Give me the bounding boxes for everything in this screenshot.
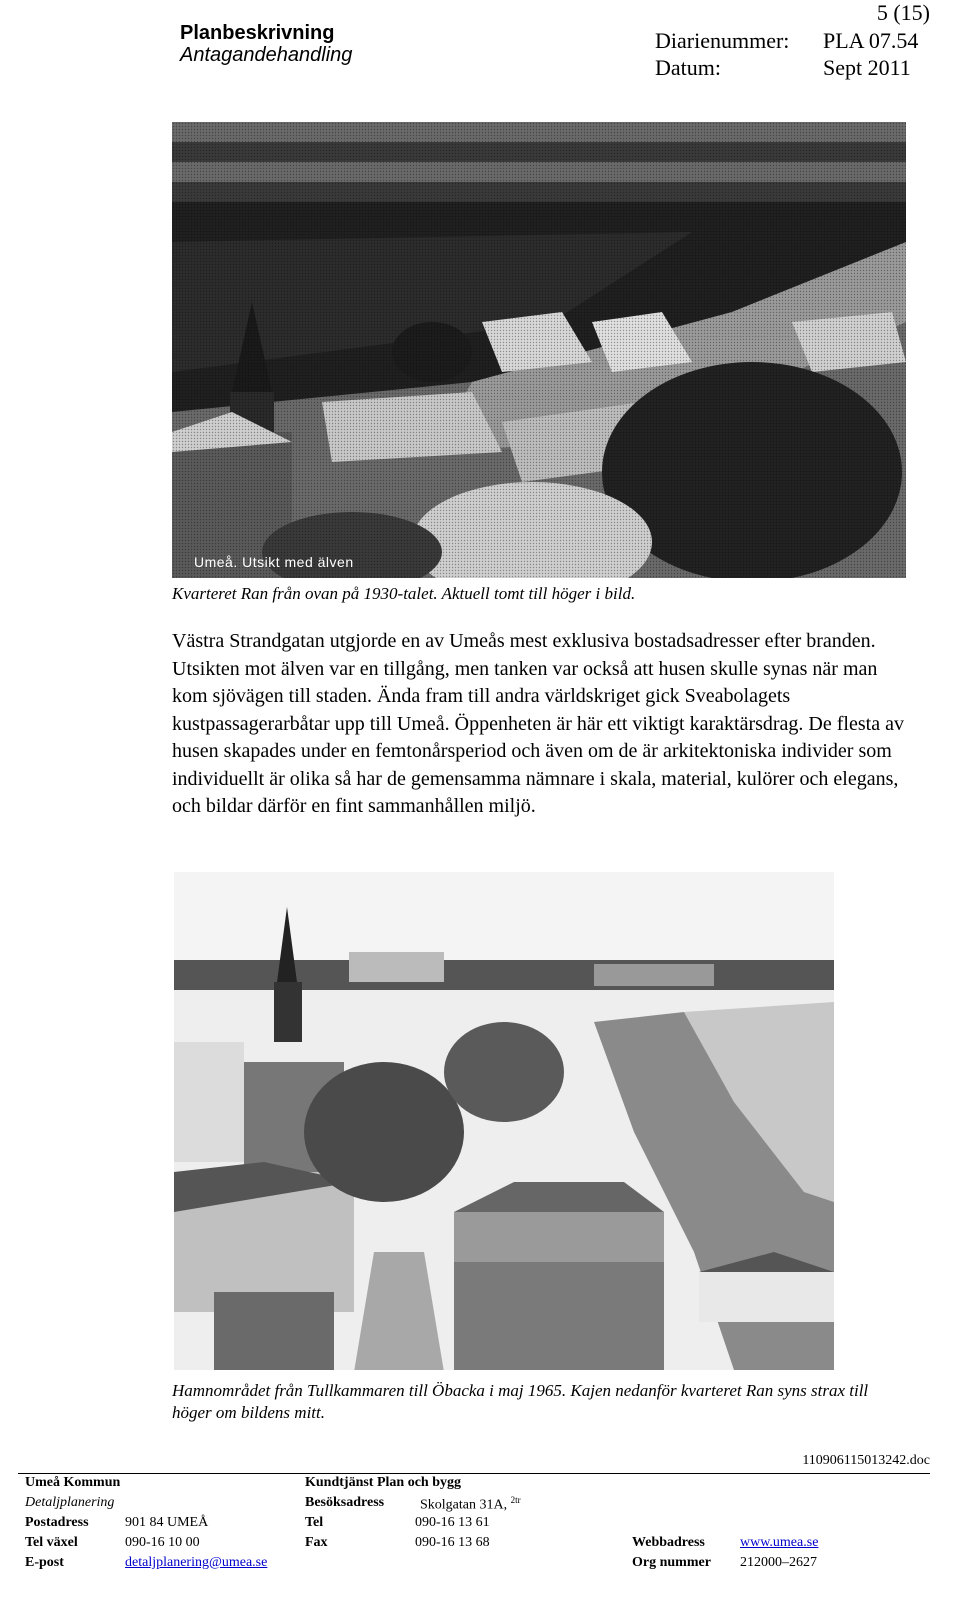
besok-label: Besöksadress [305,1495,385,1510]
harbour-photo-1965 [174,872,834,1370]
postadress-value: 901 84 UMEÅ [125,1515,209,1530]
footer-divider [18,1473,930,1474]
datum-label: Datum: [655,55,721,80]
datum-value: Sept 2011 [823,55,911,80]
photo-caption-2: Hamnområdet från Tullkammaren till Öbacka i maj 1965. Kajen nedanför kvarteret Ran syns strax till höger om bildens mitt. [172,1381,869,1422]
telvaxel-value: 090-16 10 00 [125,1535,200,1550]
besok-value: Skolgatan 31A, [420,1497,508,1513]
besok-floor: 2tr [510,1495,521,1505]
fax-label: Fax [305,1535,328,1550]
epost-link[interactable]: detaljplanering@umea.se [125,1555,268,1570]
footer-org: Umeå Kommun [25,1475,121,1490]
page-number: 5 (15) [876,0,930,25]
webb-link[interactable]: www.umea.se [740,1535,819,1550]
tel-value: 090-16 13 61 [415,1515,490,1530]
photo-caption-1: Kvarteret Ran från ovan på 1930-talet. Aktuell tomt till höger i bild. [172,584,636,603]
harbour-photo-illustration [174,872,834,1370]
historic-photo-1930s [172,122,906,578]
besok-row [420,1495,521,1514]
tel-label: Tel [305,1515,324,1530]
diarienummer-row [655,28,918,54]
webb-label: Webbadress [632,1535,705,1550]
fax-value: 090-16 13 68 [415,1535,490,1550]
document-filename: 110906115013242.doc [802,1453,930,1468]
epost-label: E-post [25,1555,64,1570]
historic-photo-illustration [172,122,906,578]
document-title: Planbeskrivning [180,22,335,44]
diarienummer-value: PLA 07.54 [823,28,919,53]
footer-dept: Detaljplanering [25,1495,115,1510]
document-subtitle: Antagandehandling [180,44,353,66]
diarienummer-label: Diarienummer: [655,28,790,53]
datum-row [655,55,911,81]
kundtjanst-heading: Kundtjänst Plan och bygg [305,1475,461,1490]
telvaxel-label: Tel växel [25,1535,78,1550]
body-paragraph: Västra Strandgatan utgjorde en av Umeås mest exklusiva bostadsadresser efter branden. Utsikten mot älven var en tillgång, men tanken var också att husen skulle synas när man kom sjövägen till staden. Ända fram till andra världskriget gick Sveabolagets kustpassagerarbåtar upp till Umeå. Öppenheten är här ett viktigt karaktärsdrag. De flesta av husen skapades under en femtonårsperiod och även om de är arkitektoniska individer som individuellt är olika så har de gemensamma nämnare i skala, material, kulörer och elegans, och bildar därför en fint sammanhållen miljö. [172,630,904,817]
postadress-label: Postadress [25,1515,89,1530]
orgnr-value: 212000–2627 [740,1555,817,1570]
photo-stamp: Umeå. Utsikt med älven [194,554,354,570]
orgnr-label: Org nummer [632,1555,711,1570]
